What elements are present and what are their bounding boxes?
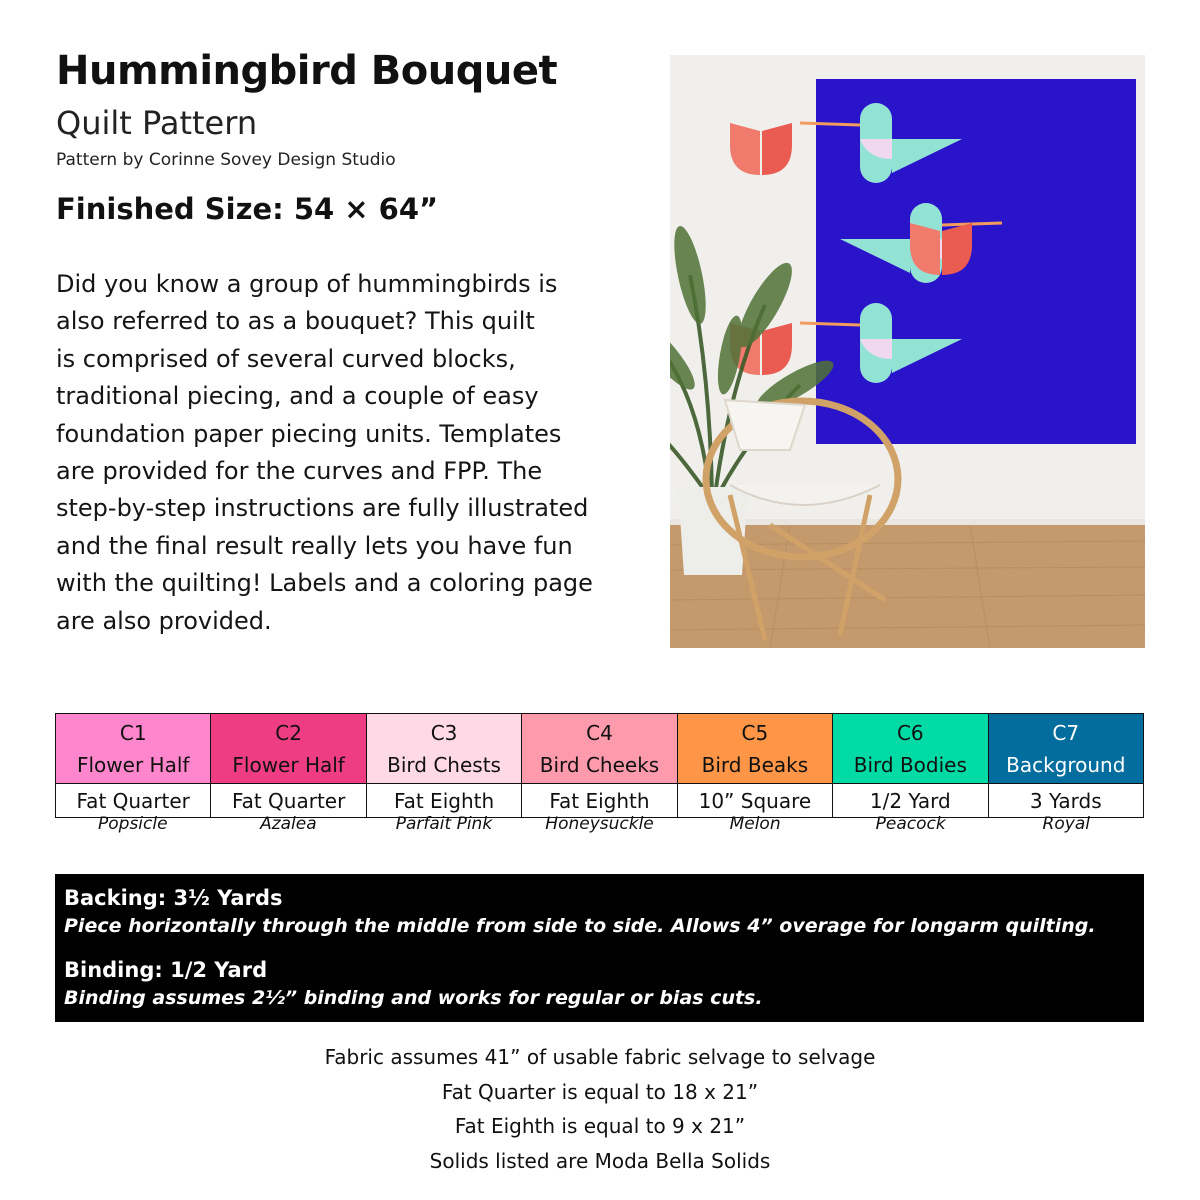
- fabric-amount: Fat Eighth: [366, 784, 521, 818]
- fabric-swatch: [56, 714, 211, 784]
- fabric-color-name: Royal: [1042, 814, 1090, 834]
- description-line: step-by-step instructions are fully illustrated: [56, 494, 589, 523]
- fabric-swatch: [677, 714, 832, 784]
- pattern-title: Hummingbird Bouquet: [56, 48, 558, 94]
- fabric-code: C7: [1052, 720, 1080, 745]
- description-line: are provided for the curves and FPP. The: [56, 457, 543, 486]
- fabric-code: C6: [896, 720, 924, 745]
- note-line: Fat Quarter is equal to 18 x 21”: [441, 1079, 759, 1104]
- binding-title: Binding: 1/2 Yard: [64, 958, 268, 982]
- description-line: are also provided.: [56, 606, 272, 635]
- fabric-use: Flower Half: [232, 752, 345, 777]
- finished-size: Finished Size: 54 × 64”: [56, 192, 439, 226]
- description-line: with the quilting! Labels and a coloring page: [56, 569, 593, 598]
- fabric-swatch: [988, 714, 1143, 784]
- backing-note: Piece horizontally through the middle from side to side. Allows 4” overage for longarm quilting.: [64, 915, 1096, 937]
- fabric-amount: Fat Quarter: [211, 784, 366, 818]
- fabric-amount: Fat Quarter: [56, 784, 211, 818]
- bird-beak: [800, 323, 860, 325]
- fabric-amount: Fat Eighth: [522, 784, 677, 818]
- designer-byline: Pattern by Corinne Sovey Design Studio: [56, 150, 396, 170]
- fabric-color-name: Azalea: [260, 814, 317, 834]
- swatch-row: [56, 714, 1144, 784]
- fabric-color-name: Parfait Pink: [395, 814, 493, 834]
- backing-binding-box: [55, 874, 1144, 1022]
- backing-title: Backing: 3½ Yards: [64, 886, 283, 910]
- note-line: Fat Eighth is equal to 9 x 21”: [454, 1114, 746, 1138]
- quilt-photo: [670, 55, 1145, 648]
- description-line: also referred to as a bouquet? This quilt: [56, 307, 535, 336]
- note-line: Solids listed are Moda Bella Solids: [429, 1148, 771, 1173]
- fabric-use: Background: [1006, 752, 1126, 777]
- fabric-color-name: Peacock: [875, 814, 946, 834]
- fabric-swatch: [211, 714, 366, 784]
- fabric-color-name: Honeysuckle: [545, 814, 654, 834]
- fabric-code: C4: [586, 720, 613, 745]
- description-line: and the final result really lets you have fun: [56, 531, 573, 560]
- fabric-color-name: Popsicle: [98, 814, 168, 834]
- fabric-swatch: [366, 714, 521, 784]
- fabric-swatch: [833, 714, 988, 784]
- fabric-code: C2: [275, 720, 302, 745]
- note-line: Fabric assumes 41” of usable fabric selvage to selvage: [324, 1045, 876, 1069]
- fabric-code: C1: [119, 720, 147, 745]
- fabric-use: Bird Bodies: [853, 752, 967, 777]
- description-line: traditional piecing, and a couple of easy: [56, 382, 539, 411]
- fabric-color-names: [55, 814, 1144, 834]
- fabric-amount: 3 Yards: [988, 784, 1143, 818]
- quilt-photo-illustration: [670, 55, 1145, 648]
- fabric-use: Bird Cheeks: [539, 752, 660, 777]
- fabric-notes: [0, 1040, 1200, 1178]
- fabric-use: Bird Beaks: [701, 752, 809, 777]
- description-line: foundation paper piecing units. Templates: [56, 419, 562, 448]
- fabric-use: Bird Chests: [387, 752, 501, 777]
- fabric-use: Flower Half: [76, 752, 190, 777]
- description-line: is comprised of several curved blocks,: [56, 344, 516, 373]
- pattern-subtitle: Quilt Pattern: [56, 104, 258, 142]
- fabric-requirements-table: [55, 713, 1144, 818]
- fabric-code: C5: [741, 720, 769, 745]
- fabric-amount: 10” Square: [677, 784, 832, 818]
- fabric-amount: 1/2 Yard: [833, 784, 988, 818]
- amount-row: [56, 784, 1144, 818]
- description-line: Did you know a group of hummingbirds is: [56, 270, 558, 298]
- fabric-code: C3: [430, 720, 458, 745]
- fabric-color-name: Melon: [729, 814, 781, 834]
- bird-beak: [800, 123, 860, 125]
- fabric-swatch: [522, 714, 677, 784]
- pattern-description: [56, 266, 646, 640]
- binding-note: Binding assumes 2½” binding and works for regular or bias cuts.: [64, 987, 763, 1009]
